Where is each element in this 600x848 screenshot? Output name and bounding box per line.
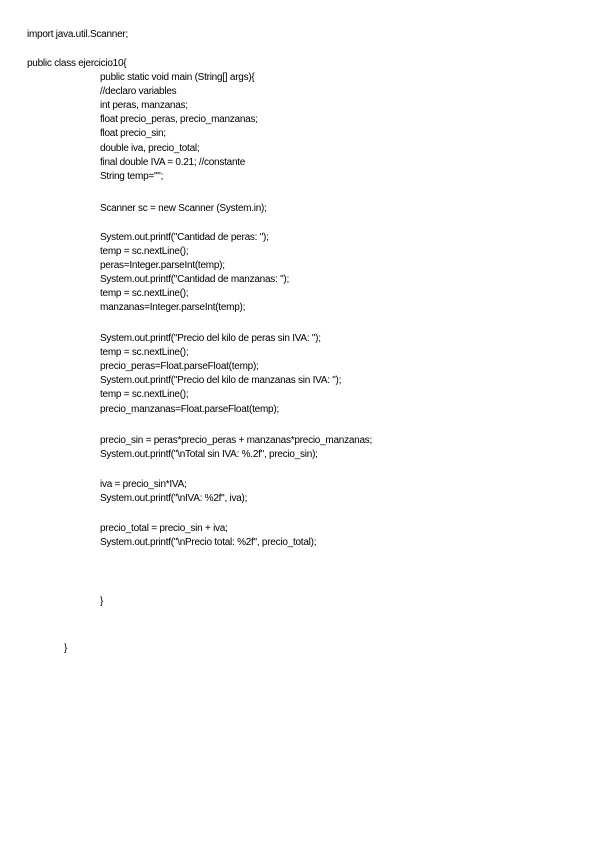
code-line: precio_total = precio_sin + iva;	[100, 523, 228, 534]
code-line: System.out.printf("Precio del kilo de manzanas sin IVA: ");	[100, 375, 342, 386]
code-line: precio_peras=Float.parseFloat(temp);	[100, 361, 259, 372]
code-line: float precio_sin;	[100, 128, 166, 139]
code-line: float precio_peras, precio_manzanas;	[100, 114, 258, 125]
code-line: precio_sin = peras*precio_peras + manzanas*precio_manzanas;	[100, 435, 373, 446]
code-line: manzanas=Integer.parseInt(temp);	[100, 302, 246, 313]
code-line: precio_manzanas=Float.parseFloat(temp);	[100, 404, 279, 415]
code-line: double iva, precio_total;	[100, 143, 200, 154]
code-line: System.out.printf("\nIVA: %2f", iva);	[100, 493, 248, 504]
code-line: System.out.printf("Cantidad de peras: ");	[100, 232, 269, 243]
code-line: final double IVA = 0.21; //constante	[100, 157, 246, 168]
code-line: System.out.printf("Cantidad de manzanas: ");	[100, 274, 289, 285]
code-line: System.out.printf("\nPrecio total: %2f", precio_total);	[100, 537, 317, 548]
code-line: System.out.printf("Precio del kilo de peras sin IVA: ");	[100, 333, 321, 344]
code-line-main-method: public static void main (String[] args){	[100, 72, 255, 83]
code-line: String temp="";	[100, 171, 164, 182]
code-line: peras=Integer.parseInt(temp);	[100, 260, 225, 271]
code-line: System.out.printf("\nTotal sin IVA: %.2f", precio_sin);	[100, 449, 318, 460]
code-line: temp = sc.nextLine();	[100, 389, 189, 400]
code-line: iva = precio_sin*IVA;	[100, 479, 187, 490]
code-line-class-declaration: public class ejercicio10{	[27, 58, 127, 69]
code-line: temp = sc.nextLine();	[100, 288, 189, 299]
closing-brace-main: }	[100, 596, 104, 607]
closing-brace-class: }	[64, 643, 68, 654]
code-line: temp = sc.nextLine();	[100, 246, 189, 257]
code-line-import: import java.util.Scanner;	[27, 29, 129, 40]
code-line-comment: //declaro variables	[100, 86, 177, 97]
code-line: Scanner sc = new Scanner (System.in);	[100, 203, 267, 214]
code-line: int peras, manzanas;	[100, 100, 188, 111]
code-line: temp = sc.nextLine();	[100, 347, 189, 358]
